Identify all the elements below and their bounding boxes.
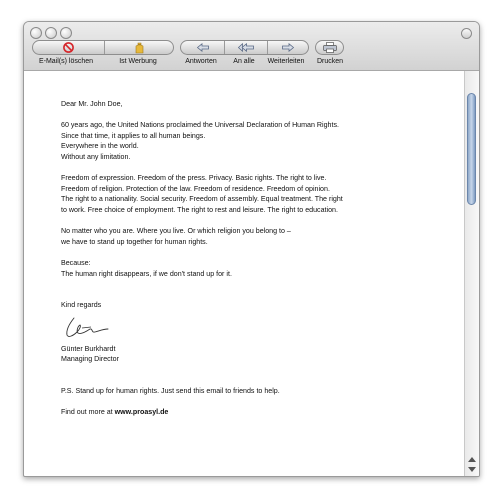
text-line: The human right disappears, if we don't stand up for it. [61, 269, 232, 278]
reply-all-arrow-icon [238, 43, 254, 52]
print-button-face [316, 41, 343, 54]
zoom-window-button[interactable] [60, 27, 72, 39]
paragraph-3 [61, 226, 461, 247]
reply-arrow-icon [197, 43, 209, 52]
letter-text [61, 99, 461, 428]
delete-button[interactable] [33, 41, 104, 54]
junk-button[interactable] [105, 41, 173, 54]
closing-text: Kind regards [61, 301, 102, 310]
reply-label: Antworten [185, 58, 217, 65]
postscript: P.S. Stand up for human rights. Just send this email to friends to help. [61, 386, 280, 395]
text-line: 60 years ago, the United Nations proclaimed the Universal Declaration of Human Rights. [61, 121, 339, 130]
minimize-window-button[interactable] [45, 27, 57, 39]
forward-button[interactable] [268, 41, 308, 54]
toolbar [24, 22, 479, 71]
delete-junk-segment [32, 40, 174, 55]
text-line: No matter who you are. Where you live. Or which religion you belong to – [61, 227, 291, 236]
text-line: Without any limitation. [61, 152, 131, 161]
text-line: Freedom of religion. Protection of the law. Freedom of residence. Freedom of opinion. [61, 184, 330, 193]
find-out-more [61, 407, 461, 418]
website-link[interactable]: www.proasyl.de [114, 408, 169, 417]
printer-icon [323, 42, 337, 53]
text-line: Freedom of expression. Freedom of the press. Privacy. Basic rights. The right to live. [61, 174, 327, 183]
reply-segment [180, 40, 309, 55]
signature-image [61, 314, 131, 340]
reply-button[interactable] [181, 41, 224, 54]
forward-arrow-icon [282, 43, 294, 52]
paragraph-2 [61, 173, 461, 215]
no-entry-icon [63, 42, 74, 53]
greeting: Dear Mr. John Doe, [61, 100, 123, 108]
mail-window [23, 21, 480, 477]
forward-label: Weiterleiten [267, 58, 305, 65]
close-window-button[interactable] [30, 27, 42, 39]
toolbar-toggle-button[interactable] [461, 28, 472, 39]
paragraph-4 [61, 258, 461, 279]
text-line: to work. Free choice of employment. The right to rest and leisure. The right to education. [61, 205, 338, 214]
sender-name: Günter Burkhardt [61, 344, 116, 353]
sender-role: Managing Director [61, 355, 119, 364]
closing [61, 300, 461, 365]
print-button[interactable] [315, 40, 344, 55]
scrollbar-thumb[interactable] [467, 93, 476, 205]
scroll-down-arrow-icon[interactable] [468, 467, 476, 472]
find-out-prefix: Find out more at [61, 408, 115, 417]
text-line: The right to a nationality. Social security. Freedom of assembly. Equal treatment. The right [61, 195, 343, 204]
message-body [24, 71, 464, 475]
reply-all-label: An alle [233, 58, 255, 65]
junk-label: Ist Werbung [119, 58, 157, 65]
text-line: we have to stand up together for human rights. [61, 237, 208, 246]
trash-bag-icon [135, 42, 144, 54]
delete-label: E-Mail(s) löschen [38, 58, 94, 65]
text-line: Because: [61, 258, 91, 267]
text-line: Everywhere in the world. [61, 142, 139, 151]
print-label: Drucken [316, 58, 344, 65]
text-line: Since that time, it applies to all human beings. [61, 131, 206, 140]
scroll-up-arrow-icon[interactable] [468, 457, 476, 462]
vertical-scrollbar[interactable] [464, 71, 479, 476]
reply-all-button[interactable] [225, 41, 267, 54]
paragraph-1 [61, 120, 461, 162]
